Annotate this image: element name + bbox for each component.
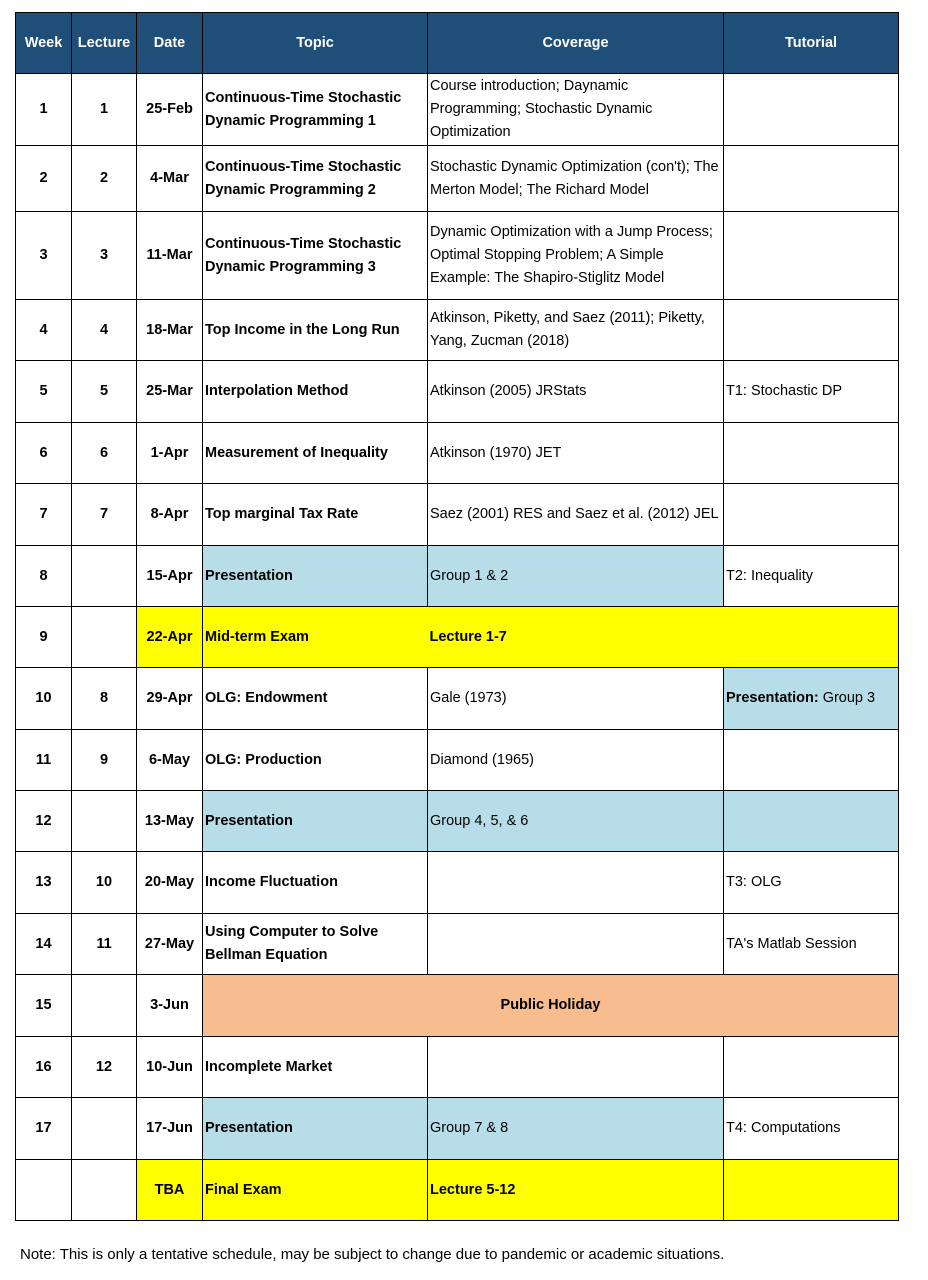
coverage-cell: Course introduction; Daynamic Programming; Stochastic Dynamic Optimization xyxy=(428,74,724,146)
coverage-cell: Gale (1973) xyxy=(428,668,724,730)
date-cell: 6-May xyxy=(137,730,203,791)
lecture-cell xyxy=(72,1160,137,1221)
table-row xyxy=(16,146,899,212)
header-row xyxy=(16,13,899,74)
week-cell: 13 xyxy=(16,852,72,914)
week-cell: 3 xyxy=(16,212,72,300)
lecture-cell: 1 xyxy=(72,74,137,146)
lecture-cell: 11 xyxy=(72,914,137,975)
date-cell: 25-Feb xyxy=(137,74,203,146)
week-cell: 9 xyxy=(16,607,72,668)
table-row xyxy=(16,668,899,730)
topic-cell: OLG: Endowment xyxy=(203,668,428,730)
week-cell: 14 xyxy=(16,914,72,975)
header-date: Date xyxy=(137,13,203,74)
tutorial-cell xyxy=(724,423,899,484)
topic-cell: Mid-term Exam xyxy=(203,607,428,668)
date-cell: 11-Mar xyxy=(137,212,203,300)
table-row xyxy=(16,546,899,607)
table-row xyxy=(16,300,899,361)
lecture-cell xyxy=(72,1098,137,1160)
coverage-cell: Group 4, 5, & 6 xyxy=(428,791,724,852)
lecture-cell xyxy=(72,607,137,668)
topic-cell: Top marginal Tax Rate xyxy=(203,484,428,546)
tutorial-cell xyxy=(724,668,899,730)
date-cell: 22-Apr xyxy=(137,607,203,668)
tutorial-cell xyxy=(724,300,899,361)
holiday-cell: Public Holiday xyxy=(203,975,899,1037)
topic-cell: Presentation xyxy=(203,791,428,852)
week-cell: 17 xyxy=(16,1098,72,1160)
schedule-note: Note: This is only a tentative schedule, may be subject to change due to pandemic or academic situations. xyxy=(20,1246,725,1263)
topic-cell: Continuous-Time Stochastic Dynamic Programming 2 xyxy=(203,146,428,212)
date-cell: 1-Apr xyxy=(137,423,203,484)
tutorial-cell xyxy=(724,730,899,791)
lecture-cell: 5 xyxy=(72,361,137,423)
week-cell: 1 xyxy=(16,74,72,146)
week-cell: 2 xyxy=(16,146,72,212)
date-cell: 10-Jun xyxy=(137,1037,203,1098)
coverage-cell: Lecture 1-7 xyxy=(428,607,899,668)
tutorial-text: Group 3 xyxy=(818,690,876,706)
week-cell: 7 xyxy=(16,484,72,546)
topic-cell: Continuous-Time Stochastic Dynamic Programming 1 xyxy=(203,74,428,146)
table-row xyxy=(16,1160,899,1221)
topic-cell: Top Income in the Long Run xyxy=(203,300,428,361)
table-row xyxy=(16,607,899,668)
coverage-cell: Group 7 & 8 xyxy=(428,1098,724,1160)
tutorial-cell xyxy=(724,1160,899,1221)
date-cell: 25-Mar xyxy=(137,361,203,423)
coverage-cell: Saez (2001) RES and Saez et al. (2012) JEL xyxy=(428,484,724,546)
week-cell: 4 xyxy=(16,300,72,361)
table-row xyxy=(16,914,899,975)
tutorial-cell xyxy=(724,212,899,300)
week-cell: 6 xyxy=(16,423,72,484)
schedule-table xyxy=(15,12,899,1221)
date-cell: TBA xyxy=(137,1160,203,1221)
tutorial-bold-label: Presentation: xyxy=(726,690,819,706)
table-row xyxy=(16,791,899,852)
coverage-cell: Atkinson (1970) JET xyxy=(428,423,724,484)
header-week: Week xyxy=(16,13,72,74)
lecture-cell xyxy=(72,975,137,1037)
coverage-cell: Lecture 5-12 xyxy=(428,1160,724,1221)
topic-cell: Income Fluctuation xyxy=(203,852,428,914)
date-cell: 13-May xyxy=(137,791,203,852)
coverage-cell: Diamond (1965) xyxy=(428,730,724,791)
week-cell: 15 xyxy=(16,975,72,1037)
topic-cell: Incomplete Market xyxy=(203,1037,428,1098)
header-topic: Topic xyxy=(203,13,428,74)
coverage-cell: Atkinson (2005) JRStats xyxy=(428,361,724,423)
date-cell: 20-May xyxy=(137,852,203,914)
table-row xyxy=(16,730,899,791)
lecture-cell: 6 xyxy=(72,423,137,484)
week-cell: 10 xyxy=(16,668,72,730)
date-cell: 27-May xyxy=(137,914,203,975)
header-tutorial: Tutorial xyxy=(724,13,899,74)
week-cell: 16 xyxy=(16,1037,72,1098)
tutorial-cell xyxy=(724,1037,899,1098)
lecture-cell: 4 xyxy=(72,300,137,361)
tutorial-cell: T4: Computations xyxy=(724,1098,899,1160)
lecture-cell: 3 xyxy=(72,212,137,300)
lecture-cell: 9 xyxy=(72,730,137,791)
topic-cell: Presentation xyxy=(203,1098,428,1160)
lecture-cell: 8 xyxy=(72,668,137,730)
coverage-cell xyxy=(428,914,724,975)
table-row xyxy=(16,484,899,546)
table-row xyxy=(16,423,899,484)
coverage-cell: Group 1 & 2 xyxy=(428,546,724,607)
tutorial-cell: T3: OLG xyxy=(724,852,899,914)
coverage-cell xyxy=(428,852,724,914)
table-row xyxy=(16,852,899,914)
tutorial-cell xyxy=(724,791,899,852)
week-cell: 8 xyxy=(16,546,72,607)
tutorial-cell xyxy=(724,484,899,546)
tutorial-cell: T1: Stochastic DP xyxy=(724,361,899,423)
date-cell: 15-Apr xyxy=(137,546,203,607)
date-cell: 3-Jun xyxy=(137,975,203,1037)
date-cell: 18-Mar xyxy=(137,300,203,361)
table-row xyxy=(16,975,899,1037)
date-cell: 4-Mar xyxy=(137,146,203,212)
lecture-cell: 10 xyxy=(72,852,137,914)
header-lecture: Lecture xyxy=(72,13,137,74)
week-cell: 5 xyxy=(16,361,72,423)
topic-cell: OLG: Production xyxy=(203,730,428,791)
table-row xyxy=(16,74,899,146)
lecture-cell xyxy=(72,546,137,607)
table-row xyxy=(16,1098,899,1160)
coverage-cell: Atkinson, Piketty, and Saez (2011); Piketty, Yang, Zucman (2018) xyxy=(428,300,724,361)
lecture-cell xyxy=(72,791,137,852)
week-cell: 12 xyxy=(16,791,72,852)
topic-cell: Continuous-Time Stochastic Dynamic Programming 3 xyxy=(203,212,428,300)
date-cell: 29-Apr xyxy=(137,668,203,730)
table-row xyxy=(16,212,899,300)
week-cell: 11 xyxy=(16,730,72,791)
lecture-cell: 12 xyxy=(72,1037,137,1098)
date-cell: 17-Jun xyxy=(137,1098,203,1160)
lecture-cell: 2 xyxy=(72,146,137,212)
table-row xyxy=(16,1037,899,1098)
topic-cell: Using Computer to Solve Bellman Equation xyxy=(203,914,428,975)
coverage-cell: Dynamic Optimization with a Jump Process; Optimal Stopping Problem; A Simple Example: The Shapiro-Stiglitz Model xyxy=(428,212,724,300)
coverage-cell xyxy=(428,1037,724,1098)
header-coverage: Coverage xyxy=(428,13,724,74)
tutorial-cell xyxy=(724,146,899,212)
week-cell xyxy=(16,1160,72,1221)
topic-cell: Measurement of Inequality xyxy=(203,423,428,484)
lecture-cell: 7 xyxy=(72,484,137,546)
topic-cell: Presentation xyxy=(203,546,428,607)
tutorial-cell xyxy=(724,74,899,146)
tutorial-cell: T2: Inequality xyxy=(724,546,899,607)
topic-cell: Interpolation Method xyxy=(203,361,428,423)
table-row xyxy=(16,361,899,423)
coverage-cell: Stochastic Dynamic Optimization (con't); The Merton Model; The Richard Model xyxy=(428,146,724,212)
date-cell: 8-Apr xyxy=(137,484,203,546)
topic-cell: Final Exam xyxy=(203,1160,428,1221)
tutorial-cell: TA's Matlab Session xyxy=(724,914,899,975)
